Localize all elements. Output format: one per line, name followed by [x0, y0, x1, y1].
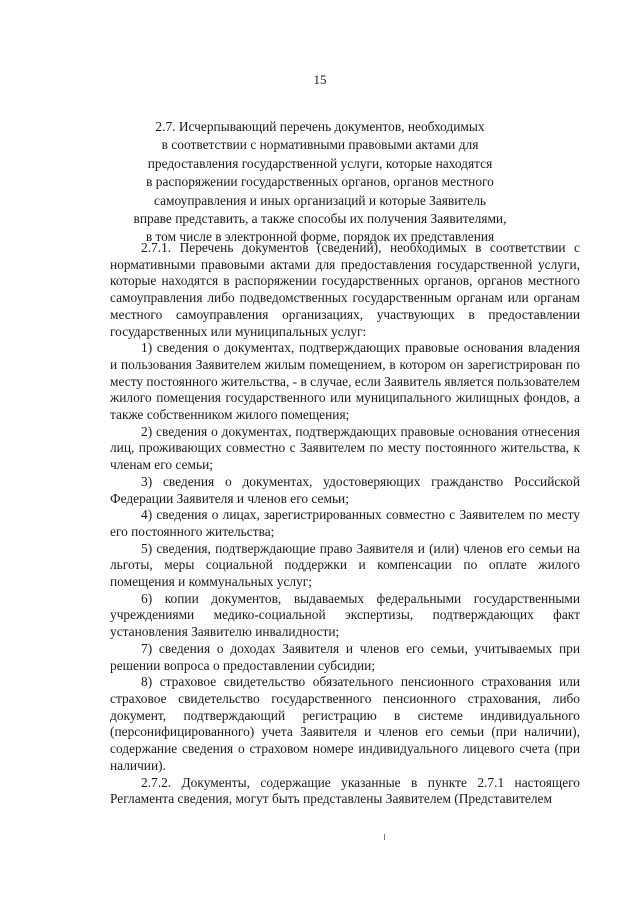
- list-item-8: 8) страховое свидетельство обязательного пенсионного страхования или страховое свидетельство государственного пенсионного страхования, либо документ, подтверждающий регистрацию в системе индивидуального (персонифицированного) учета Заявителя и членов его семьи (при наличии), содержание сведения о страховом номере индивидуального лицевого счета (при наличии).: [110, 674, 580, 773]
- heading-line: самоуправления и иных организаций и которые Заявитель: [153, 192, 487, 208]
- heading-line: вправе представить, а также способы их получения Заявителями,: [133, 211, 507, 227]
- paragraph-2-7-2: 2.7.2. Документы, содержащие указанные в пункте 2.7.1 настоящего Регламента сведения, могут быть представлены Заявителем (Представителем: [110, 774, 580, 807]
- paragraph-2-7-1: 2.7.1. Перечень документов (сведений), необходимых в соответствии с нормативными правовыми актами для предоставления государственной услуги, которые находятся в распоряжении государственных органов, органов местного самоуправления либо подведомственных государственным органам или органам местного самоуправления организациях, участвующих в предоставлении государственных или муниципальных услуг:: [110, 240, 580, 339]
- body-text: [110, 240, 580, 808]
- list-item-4: 4) сведения о лицах, зарегистрированных совместно с Заявителем по месту его постоянного жительства;: [110, 507, 580, 539]
- section-heading: [130, 118, 510, 247]
- heading-line: 2.7. Исчерпывающий перечень документов, необходимых: [155, 119, 485, 134]
- list-item-7: 7) сведения о доходах Заявителя и членов его семьи, учитываемых при решении вопроса о предоставлении субсидии;: [110, 640, 580, 673]
- scan-artifact: [384, 834, 385, 840]
- heading-line: в том числе в электронной форме, порядок их представления: [145, 229, 495, 245]
- list-item-5: 5) сведения, подтверждающие право Заявителя и (или) членов его семьи на льготы, меры социальной поддержки и компенсации по оплате жилого помещения и коммунальных услуг;: [110, 540, 580, 590]
- page-number: 15: [313, 72, 327, 87]
- list-item-2: 2) сведения о документах, подтверждающих правовые основания отнесения лиц, проживающих совместно с Заявителем по месту постоянного жительства, к членам его семьи;: [110, 423, 580, 473]
- list-item-6: 6) копии документов, выдаваемых федеральными государственными учреждениями медико-социальной экспертизы, подтверждающих факт установления Заявителю инвалидности;: [110, 590, 580, 640]
- heading-line: в соответствии с нормативными правовыми актами для: [161, 137, 479, 153]
- heading-line: в распоряжении государственных органов, органов местного: [146, 174, 494, 190]
- list-item-3: 3) сведения о документах, удостоверяющих гражданство Российской Федерации Заявителя и членов его семьи;: [110, 473, 580, 506]
- list-item-1: 1) сведения о документах, подтверждающих правовые основания владения и пользования Заявителем жилым помещением, в котором он зарегистрирован по месту постоянного жительства, - в случае, если Заявитель является пользователем жилого помещения государственного или муниципального жилищных фондов, а также собственником жилого помещения;: [110, 340, 580, 423]
- heading-line: предоставления государственной услуги, которые находятся: [147, 155, 493, 171]
